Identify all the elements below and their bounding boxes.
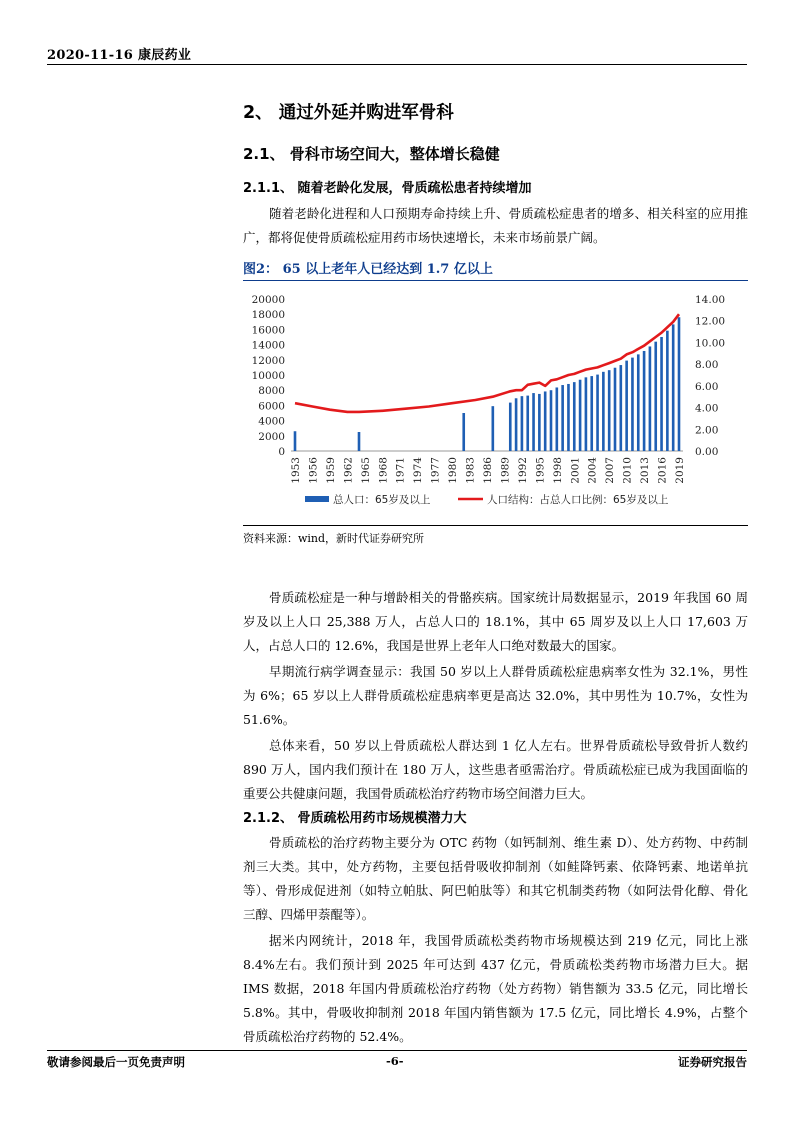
bar-1987 (492, 406, 495, 451)
page-header: 2020-11-16 康辰药业 (47, 48, 192, 63)
y-left-tick-label: 16000 (251, 324, 285, 337)
paragraph-intro: 随着老龄化进程和人口预期寿命持续上升、骨质疏松症患者的增多、相关科室的应用推广，都将促使骨质疏松症用药市场快速增长，未来市场前景广阔。 (243, 206, 748, 245)
bar-2010 (625, 361, 628, 451)
x-tick-label: 2010 (621, 457, 634, 484)
x-tick-label: 2019 (674, 457, 686, 484)
subsubsection-heading-aging: 2.1.1、 随着老龄化发展，骨质疏松患者持续增加 (243, 181, 532, 196)
x-tick-label: 2013 (639, 457, 652, 484)
y-left-tick-label: 2000 (258, 430, 285, 443)
bar-2019 (678, 317, 681, 451)
bar-2000 (567, 384, 570, 451)
footer-report-type: 证券研究报告 (678, 1055, 747, 1069)
x-tick-label: 1974 (412, 457, 425, 484)
x-tick-label: 1977 (429, 457, 442, 484)
bar-2008 (614, 368, 617, 451)
bar-1997 (550, 390, 553, 451)
y-right-tick-label: 10.00 (695, 337, 726, 350)
x-tick-label: 1986 (482, 457, 494, 484)
bar-1998 (556, 387, 559, 451)
x-tick-label: 1962 (342, 457, 355, 484)
bar-2014 (649, 346, 652, 451)
subsection-heading: 2.1、 骨科市场空间大，整体增长稳健 (243, 145, 500, 163)
paragraph-prevalence: 早期流行病学调查显示：我国 50 岁以上人群骨质疏松症患病率女性为 32.1%，男性为 6%；65 岁以上人群骨质疏松症患病率更是高达 32.0%，其中男性为 10.7%，女性为 51.6%。 (243, 664, 748, 727)
x-tick-label: 2004 (586, 457, 599, 484)
bar-1995 (538, 394, 541, 451)
bar-2002 (579, 380, 582, 451)
x-tick-label: 1971 (394, 457, 407, 484)
y-left-tick-label: 12000 (251, 354, 285, 367)
bar-2006 (602, 372, 605, 451)
footer-divider (47, 1050, 747, 1051)
page-number: -6- (386, 1054, 404, 1068)
bar-2003 (585, 377, 588, 451)
y-left-tick-label: 4000 (258, 415, 285, 428)
x-tick-label: 2001 (569, 457, 582, 484)
paragraph-market-size: 据米内网统计，2018 年，我国骨质疏松类药物市场规模达到 219 亿元，同比上涨 8.4%左右。我们预计到 2025 年可达到 437 亿元，骨质疏松类药物市场潜力巨大。据 IMS 数据，2018 年国内骨质疏松治疗药物（处方药物）销售额为 33.5 亿元，同比增长 5.8%。其中，骨吸收抑制剂 2018 年国内销售额为 17.5 亿元，同比增长 4.9%，占整个骨质疏松治疗药物的 52.4%。 (243, 933, 748, 1044)
x-tick-label: 1959 (324, 457, 337, 484)
x-tick-label: 2007 (604, 457, 617, 484)
bar-2007 (608, 370, 611, 451)
legend-bar-label: 总人口：65岁及以上 (333, 494, 431, 506)
bar-2012 (637, 354, 640, 451)
y-left-tick-label: 18000 (251, 309, 285, 322)
legend-line-label: 人口结构：占总人口比例：65岁及以上 (487, 494, 669, 506)
y-left-tick-label: 8000 (258, 385, 285, 398)
y-right-tick-label: 12.00 (695, 315, 726, 328)
elderly-population-chart (243, 283, 748, 523)
paragraph-drug-categories: 骨质疏松的治疗药物主要分为 OTC 药物（如钙制剂、维生素 D）、处方药物、中药制剂三大类。其中，处方药物，主要包括骨吸收抑制剂（如鲑降钙素、依降钙素、地诺单抗等）、骨形成促进剂（如特立帕肽、阿巴帕肽等）和其它机制类药物（如阿法骨化醇、骨化三醇、四烯甲萘醌等）。 (243, 835, 748, 922)
bar-1993 (526, 396, 529, 451)
x-tick-label: 1956 (307, 457, 320, 484)
footer-disclaimer: 敬请参阅最后一页免责声明 (47, 1055, 185, 1069)
bar-2015 (654, 342, 657, 451)
bar-2018 (672, 324, 675, 451)
bar-2011 (631, 358, 634, 451)
paragraph-osteoporosis-definition: 骨质疏松症是一种与增龄相关的骨骼疾病。国家统计局数据显示，2019 年我国 60 周岁及以上人口 25,388 万人，占总人口的 18.1%，其中 65 周岁及以上人口 17,603 万人，占总人口的 12.6%，我国是世界上老年人口绝对数最大的国家。 (243, 590, 748, 653)
subsubsection-heading-market: 2.1.2、 骨质疏松用药市场规模潜力大 (243, 811, 467, 826)
x-tick-label: 1980 (447, 457, 460, 484)
bar-2004 (590, 376, 593, 451)
bar-1996 (544, 391, 547, 451)
y-right-tick-label: 2.00 (695, 424, 719, 437)
bar-1990 (509, 403, 512, 451)
y-left-tick-label: 10000 (251, 370, 285, 382)
bar-1994 (532, 393, 535, 451)
bar-1992 (521, 396, 524, 451)
bar-1991 (515, 398, 518, 451)
x-tick-label: 1998 (551, 457, 564, 484)
paragraph-summary: 总体来看，50 岁以上骨质疏松人群达到 1 亿人左右。世界骨质疏松导致骨折人数约 890 万人，国内我们预计在 180 万人，这些患者亟需治疗。骨质疏松症已成为我国面临的重要公共健康问题，我国骨质疏松治疗药物市场空间潜力巨大。 (243, 738, 748, 801)
bar-2001 (573, 382, 576, 451)
header-divider (47, 64, 747, 65)
x-tick-label: 1968 (377, 457, 390, 484)
y-left-tick-label: 6000 (258, 400, 285, 413)
y-left-tick-label: 20000 (251, 294, 285, 306)
figure-bottom-rule (243, 525, 748, 526)
bar-2013 (643, 351, 646, 451)
bar-1953 (294, 431, 297, 451)
legend-bar-swatch (305, 496, 329, 502)
y-right-tick-label: 14.00 (695, 294, 726, 306)
x-tick-label: 1989 (499, 457, 512, 484)
bar-1982 (462, 413, 465, 451)
figure-title: 图2： 65 以上老年人已经达到 1.7 亿以上 (243, 262, 493, 277)
x-tick-label: 1983 (464, 457, 477, 484)
figure-top-rule (243, 280, 748, 281)
y-left-tick-label: 0 (278, 446, 285, 458)
y-right-tick-label: 4.00 (695, 402, 719, 415)
x-tick-label: 1995 (534, 457, 547, 484)
y-right-tick-label: 6.00 (695, 380, 719, 393)
section-heading: 2、 通过外延并购进军骨科 (243, 103, 454, 123)
bar-2016 (660, 337, 663, 451)
y-left-tick-label: 14000 (251, 339, 285, 352)
x-tick-label: 1992 (516, 457, 529, 484)
bar-2009 (620, 365, 623, 451)
bar-1964 (358, 432, 361, 451)
x-tick-label: 1953 (290, 457, 302, 484)
y-right-tick-label: 0.00 (695, 446, 719, 458)
bar-2017 (666, 331, 669, 451)
x-tick-label: 1965 (359, 457, 372, 484)
bar-2005 (596, 375, 599, 451)
figure-source: 资料来源：wind，新时代证券研究所 (243, 532, 425, 545)
bar-1999 (561, 385, 564, 451)
x-tick-label: 2016 (656, 457, 669, 484)
y-right-tick-label: 8.00 (695, 359, 719, 372)
